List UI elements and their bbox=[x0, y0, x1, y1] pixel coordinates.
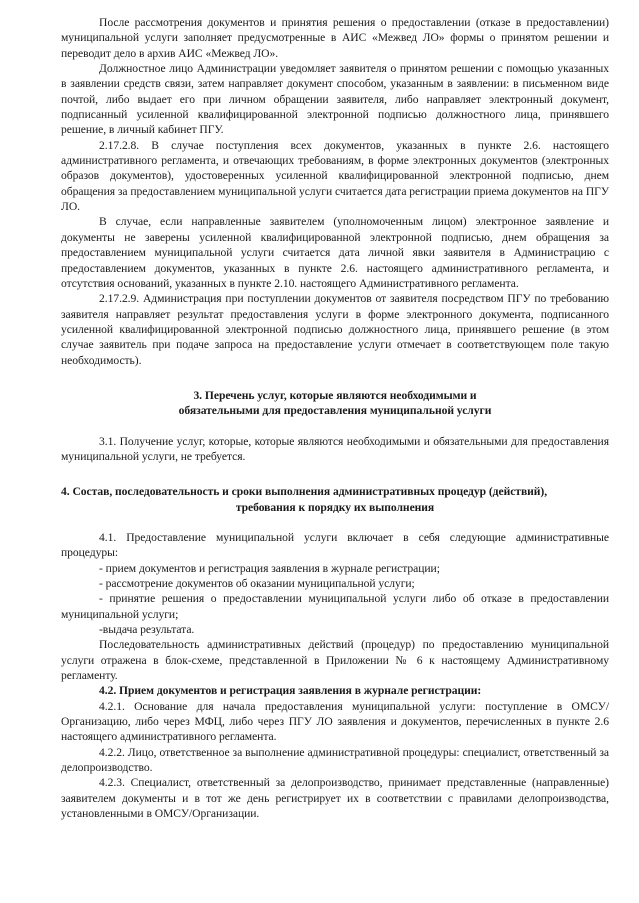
paragraph-4-2-2: 4.2.2. Лицо, ответственное за выполнение административной процедуры: специалист, ответственный за делопроизводство. bbox=[61, 745, 609, 775]
section-3-title-line-2: обязательными для предоставления муниципальной услуги bbox=[178, 404, 492, 418]
paragraph-notify-applicant: Должностное лицо Администрации уведомляет заявителя о принятом решении с помощью указанных в заявлении средств связи, затем направляет документ способом, указанным в заявлении: в письменном виде почтой, либо выдает его при личном обращении заявителя, либо направляет электронный документ, подписанный усиленной квалифицированной электронной подписью должностного лица, принявшего решение, в личный кабинет ПГУ. bbox=[61, 62, 609, 137]
paragraph-2-17-2-8: 2.17.2.8. В случае поступления всех документов, указанных в пункте 2.6. настоящего административного регламента, и отвечающих требованиям, в форме электронных документов (электронных образов документов), удостоверенных усиленной квалифицированной электронной подписью, днем обращения за предоставлением муниципальной услуги считается дата регистрации приема документов на ПГУ ЛО. bbox=[61, 138, 609, 214]
list-item-receive-documents: - прием документов и регистрация заявления в журнале регистрации; bbox=[99, 561, 440, 575]
paragraph-archive: После рассмотрения документов и принятия решения о предоставлении (отказе в предоставлении) муниципальной услуги заполняет предусмотренные в АИС «Межвед ЛО» формы о принятом решении и переводит дело в архив АИС «Межвед ЛО». bbox=[61, 16, 609, 60]
section-4-title-line-1: 4. Состав, последовательность и сроки выполнения административных процедур (действий), bbox=[61, 485, 548, 499]
paragraph-2-17-2-9: 2.17.2.9. Администрация при поступлении документов от заявителя посредством ПГУ по требованию заявителя направляет результат предоставления услуги в форме электронного документа, подписанного усиленной квалифицированной электронной подписью должностного лица, принявшего решение (в этом случае заявитель при подаче запроса на предоставление услуги отмечает в соответствующем поле такую необходимость). bbox=[61, 292, 609, 367]
list-item-decision: - принятие решения о предоставлении муниципальной услуги либо об отказе в предоставлении муниципальной услуги; bbox=[61, 592, 609, 621]
section-4-title-line-2: требования к порядку их выполнения bbox=[235, 500, 435, 514]
document-page bbox=[61, 15, 609, 822]
paragraph-4-2-1: 4.2.1. Основание для начала предоставления муниципальной услуги: поступление в ОМСУ/Организацию, либо через МФЦ, либо через ПГУ ЛО заявления и документов, перечисленных в пункте 2.6 настоящего административного регламента. bbox=[61, 699, 609, 744]
subsection-4-2-title: 4.2. Прием документов и регистрация заявления в журнале регистрации: bbox=[99, 684, 482, 698]
spacer bbox=[61, 368, 609, 388]
spacer bbox=[61, 515, 609, 530]
list-item-issue-result: -выдача результата. bbox=[99, 623, 195, 637]
paragraph-3-1: 3.1. Получение услуг, которые, которые являются необходимыми и обязательными для предоставления муниципальной услуги, не требуется. bbox=[61, 434, 609, 463]
spacer bbox=[61, 464, 609, 484]
paragraph-unsigned-documents: В случае, если направленные заявителем (уполномоченным лицом) электронное заявление и документы не заверены усиленной квалифицированной электронной подписью, днем обращения за предоставлением муниципальной услуги считается дата личной явки заявителя в Администрацию с предоставлением документов, указанных в пункте 2.6. настоящего административного регламента, и отсутствия оснований, указанных в пункте 2.10. настоящего Административного регламента. bbox=[61, 215, 609, 290]
section-3-title-line-1: 3. Перечень услуг, которые являются необходимыми и bbox=[193, 388, 477, 402]
paragraph-4-2-3: 4.2.3. Специалист, ответственный за делопроизводство, принимает представленные (направленные) заявителем документы и в тот же день регистрирует их в соответствии с правилами делопроизводства, установленными в ОМСУ/Организации. bbox=[61, 776, 609, 821]
paragraph-4-1: 4.1. Предоставление муниципальной услуги включает в себя следующие административные процедуры: bbox=[61, 530, 609, 560]
spacer bbox=[61, 419, 609, 434]
paragraph-sequence: Последовательность административных действий (процедур) по предоставлению муниципальной услуги отражена в блок-схеме, представленной в Приложении № 6 к настоящему Административному регламенту. bbox=[61, 638, 609, 683]
list-item-review-documents: - рассмотрение документов об оказании муниципальной услуги; bbox=[99, 577, 415, 590]
